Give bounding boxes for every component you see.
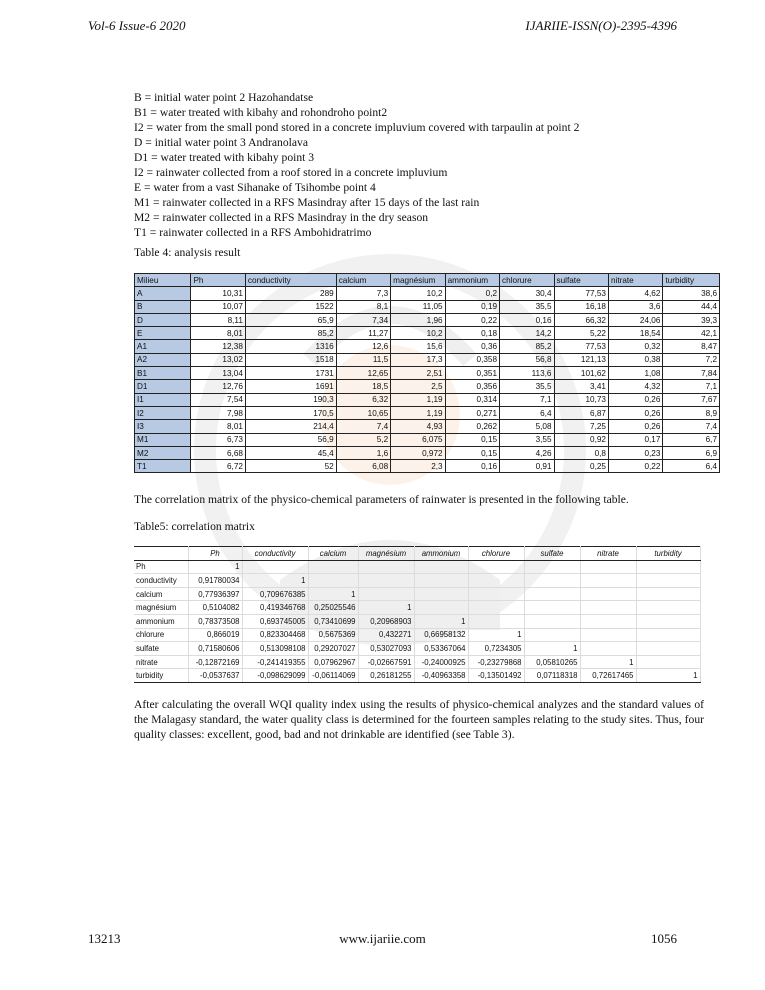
table-row <box>134 601 700 615</box>
table4-header-cell: magnésium <box>391 274 445 287</box>
table-cell: 1,6 <box>336 446 390 459</box>
table-cell: 7,3 <box>336 287 390 300</box>
table-cell: 8,9 <box>663 406 720 419</box>
table-cell: 0,262 <box>445 420 499 433</box>
table-cell: 1 <box>468 628 524 642</box>
table-cell: 0,693745005 <box>242 614 308 628</box>
table-cell <box>580 587 636 601</box>
table-cell: 52 <box>245 460 336 473</box>
table-cell: 6,4 <box>663 460 720 473</box>
row-label: I2 <box>135 406 191 419</box>
table-cell: 14,2 <box>500 327 554 340</box>
row-label: B <box>135 300 191 313</box>
table-cell: 0,16 <box>445 460 499 473</box>
legend-line: M1 = rainwater collected in a RFS Masindray after 15 days of the last rain <box>134 196 480 209</box>
table-cell: 0,16 <box>500 313 554 326</box>
table-cell: 0,78373508 <box>188 614 242 628</box>
table-cell: 0,91780034 <box>188 574 242 588</box>
table4-header-cell: calcium <box>336 274 390 287</box>
table-cell: 39,3 <box>663 313 720 326</box>
row-label: I1 <box>135 393 191 406</box>
table-cell: 5,08 <box>500 420 554 433</box>
table-row <box>135 340 720 353</box>
table-cell: 1 <box>308 587 358 601</box>
table-cell: 45,4 <box>245 446 336 459</box>
row-label: chlorure <box>134 628 188 642</box>
table-cell: 0,26 <box>608 420 662 433</box>
table-cell: 1522 <box>245 300 336 313</box>
table5-header-cell: nitrate <box>580 547 636 561</box>
table-cell: 4,32 <box>608 380 662 393</box>
table-cell: 56,9 <box>245 433 336 446</box>
table-row <box>134 642 700 656</box>
row-label: Ph <box>134 560 188 574</box>
table-cell: 16,18 <box>554 300 608 313</box>
table-cell: -0,24000925 <box>414 655 468 669</box>
table4-caption: Table 4: analysis result <box>134 246 241 259</box>
table-cell: 0,17 <box>608 433 662 446</box>
table-cell: 66,32 <box>554 313 608 326</box>
table5-header-cell: sulfate <box>524 547 580 561</box>
table-cell <box>308 574 358 588</box>
row-label: A <box>135 287 191 300</box>
table-cell <box>308 560 358 574</box>
table4-header-cell: turbidity <box>663 274 720 287</box>
row-label: M1 <box>135 433 191 446</box>
table-cell: 2,5 <box>391 380 445 393</box>
table-cell: 1691 <box>245 380 336 393</box>
table-cell: 0,22 <box>445 313 499 326</box>
table-cell: 0,05810265 <box>524 655 580 669</box>
table-cell: 12,65 <box>336 367 390 380</box>
table-cell: 0,20968903 <box>358 614 414 628</box>
table-cell: 8,01 <box>191 327 245 340</box>
table-row <box>135 367 720 380</box>
table-cell: 0,358 <box>445 353 499 366</box>
table-cell: -0,23279868 <box>468 655 524 669</box>
table-cell: 0,2 <box>445 287 499 300</box>
legend-line: B1 = water treated with kibahy and rohondroho point2 <box>134 106 388 119</box>
legend-line: T1 = rainwater collected in a RFS Ambohidratrimo <box>134 226 372 239</box>
table-cell: 0,22 <box>608 460 662 473</box>
table-row <box>135 393 720 406</box>
table-cell: 12,76 <box>191 380 245 393</box>
table-cell: 0,25025546 <box>308 601 358 615</box>
table-cell <box>524 587 580 601</box>
table-row <box>135 380 720 393</box>
table-cell: 0,5675369 <box>308 628 358 642</box>
table-cell <box>636 574 700 588</box>
table-cell: 35,5 <box>500 300 554 313</box>
table-cell: 6,7 <box>663 433 720 446</box>
table-cell: 12,38 <box>191 340 245 353</box>
row-label: D1 <box>135 380 191 393</box>
table-cell <box>580 601 636 615</box>
correlation-matrix-table <box>134 546 701 683</box>
footer-page-number: 1056 <box>651 931 677 946</box>
row-label: sulfate <box>134 642 188 656</box>
table-cell: 1 <box>242 574 308 588</box>
table-cell: -0,12872169 <box>188 655 242 669</box>
table-cell: 0,25 <box>554 460 608 473</box>
table5-header-row <box>134 547 700 561</box>
table4-header-cell: chlorure <box>500 274 554 287</box>
table4-header-cell: ammonium <box>445 274 499 287</box>
table-cell: 77,53 <box>554 287 608 300</box>
table-cell: 3,6 <box>608 300 662 313</box>
table-cell: 7,84 <box>663 367 720 380</box>
table-cell: 5,22 <box>554 327 608 340</box>
table-cell: 7,4 <box>336 420 390 433</box>
table-cell <box>414 574 468 588</box>
table-row <box>135 353 720 366</box>
row-label: calcium <box>134 587 188 601</box>
legend-line: D = initial water point 3 Andranolava <box>134 136 308 149</box>
analysis-result-table <box>134 273 720 473</box>
table-cell: 0,26 <box>608 393 662 406</box>
table-cell: 0,38 <box>608 353 662 366</box>
table-cell: 0,15 <box>445 446 499 459</box>
table-cell: 6,68 <box>191 446 245 459</box>
table-cell: 13,02 <box>191 353 245 366</box>
table-cell: 0,5104082 <box>188 601 242 615</box>
table-cell: 11,05 <box>391 300 445 313</box>
table-cell <box>524 574 580 588</box>
table-cell: 7,67 <box>663 393 720 406</box>
table-cell <box>358 587 414 601</box>
table-cell: 7,34 <box>336 313 390 326</box>
table-cell: 0,07962967 <box>308 655 358 669</box>
legend-line: M2 = rainwater collected in a RFS Masindray in the dry season <box>134 211 429 224</box>
table-row <box>135 406 720 419</box>
table-cell <box>468 587 524 601</box>
table5-header-cell: magnésium <box>358 547 414 561</box>
table4-header-cell: Ph <box>191 274 245 287</box>
table4-header-cell: nitrate <box>608 274 662 287</box>
row-label: D <box>135 313 191 326</box>
table-cell: 85,2 <box>500 340 554 353</box>
table-cell: 7,1 <box>500 393 554 406</box>
table-cell: 0,432271 <box>358 628 414 642</box>
table-cell: 0,7234305 <box>468 642 524 656</box>
table-row <box>135 420 720 433</box>
header-issn: IJARIIE-ISSN(O)-2395-4396 <box>525 18 677 33</box>
table-cell: 0,419346768 <box>242 601 308 615</box>
table-cell: 1,19 <box>391 406 445 419</box>
table5-header-cell: conductivity <box>242 547 308 561</box>
table-cell: 17,3 <box>391 353 445 366</box>
table-cell: 2,51 <box>391 367 445 380</box>
row-label: nitrate <box>134 655 188 669</box>
table-cell <box>580 642 636 656</box>
table-cell <box>580 574 636 588</box>
legend-line: I2 = rainwater collected from a roof stored in a concrete impluvium <box>134 166 448 179</box>
table-cell: 10,2 <box>391 327 445 340</box>
table-cell: 12,6 <box>336 340 390 353</box>
table-cell: 77,53 <box>554 340 608 353</box>
table-cell: 1 <box>188 560 242 574</box>
row-label: I3 <box>135 420 191 433</box>
table-cell: 0,36 <box>445 340 499 353</box>
table-cell: 0,29207027 <box>308 642 358 656</box>
table-row <box>134 655 700 669</box>
page-footer <box>88 931 677 951</box>
table-cell: 0,513098108 <box>242 642 308 656</box>
table-cell: 10,73 <box>554 393 608 406</box>
row-label: conductivity <box>134 574 188 588</box>
table-cell <box>636 560 700 574</box>
table-cell: 10,31 <box>191 287 245 300</box>
conclusion-paragraph: After calculating the overall WQI quality index using the results of physico-chemical analyzes and the standard values of the Malagasy standard, the water quality class is determined for the fourteen samples relating to the study sites. Thus, four quality classes: excellent, good, bad and not drinkable are identified (see Table 3). <box>134 698 704 741</box>
table-row <box>135 300 720 313</box>
table-cell: 15,6 <box>391 340 445 353</box>
table-cell: 0,91 <box>500 460 554 473</box>
table-cell: 3,55 <box>500 433 554 446</box>
table-cell: 6,075 <box>391 433 445 446</box>
row-label: B1 <box>135 367 191 380</box>
table-cell: 11,5 <box>336 353 390 366</box>
table-cell: -0,241419355 <box>242 655 308 669</box>
table-cell: 30,4 <box>500 287 554 300</box>
table-cell <box>414 587 468 601</box>
table-cell <box>358 560 414 574</box>
table4-header-cell: conductivity <box>245 274 336 287</box>
table-cell: 1,19 <box>391 393 445 406</box>
header-volume: Vol-6 Issue-6 2020 <box>88 18 186 33</box>
table-cell: 0,53027093 <box>358 642 414 656</box>
table-row <box>134 560 700 574</box>
table-cell <box>524 601 580 615</box>
table5-header-cell: calcium <box>308 547 358 561</box>
table-cell: 8,01 <box>191 420 245 433</box>
table-cell <box>414 560 468 574</box>
table-cell: 214,4 <box>245 420 336 433</box>
table-cell: 0,66958132 <box>414 628 468 642</box>
table-cell <box>636 655 700 669</box>
row-label: ammonium <box>134 614 188 628</box>
table-row <box>135 433 720 446</box>
table-row <box>134 587 700 601</box>
table-cell: 0,314 <box>445 393 499 406</box>
table-cell: -0,13501492 <box>468 669 524 683</box>
row-label: A2 <box>135 353 191 366</box>
row-label: A1 <box>135 340 191 353</box>
row-label: T1 <box>135 460 191 473</box>
table-cell: 0,19 <box>445 300 499 313</box>
legend-line: B = initial water point 2 Hazohandatse <box>134 91 314 104</box>
table-cell: 1 <box>524 642 580 656</box>
table5-caption: Table5: correlation matrix <box>134 520 255 533</box>
table-cell: 113,6 <box>500 367 554 380</box>
table5-header-cell: Ph <box>188 547 242 561</box>
table-cell: 0,15 <box>445 433 499 446</box>
table4-header-cell: Milieu <box>135 274 191 287</box>
table-cell: 7,98 <box>191 406 245 419</box>
row-label: M2 <box>135 446 191 459</box>
table-row <box>135 287 720 300</box>
table-cell: 0,07118318 <box>524 669 580 683</box>
sample-legend <box>134 90 694 240</box>
table-cell <box>358 574 414 588</box>
table-cell: 6,73 <box>191 433 245 446</box>
table-cell <box>524 560 580 574</box>
table-cell: 10,2 <box>391 287 445 300</box>
table-cell: 0,26 <box>608 406 662 419</box>
table-cell: 6,9 <box>663 446 720 459</box>
table-cell: 10,07 <box>191 300 245 313</box>
table-cell: 44,4 <box>663 300 720 313</box>
table-cell: 0,77936397 <box>188 587 242 601</box>
table-row <box>135 446 720 459</box>
table-cell <box>636 601 700 615</box>
table-cell: 1,08 <box>608 367 662 380</box>
table-cell <box>636 614 700 628</box>
row-label: E <box>135 327 191 340</box>
table-cell <box>468 601 524 615</box>
table-cell: 0,709676385 <box>242 587 308 601</box>
footer-website: www.ijariie.com <box>339 931 426 946</box>
table5-header-cell: turbidity <box>636 547 700 561</box>
table-cell <box>242 560 308 574</box>
table4-header-row <box>135 274 720 287</box>
table-cell: 11,27 <box>336 327 390 340</box>
table-cell <box>468 614 524 628</box>
table-cell: 56,8 <box>500 353 554 366</box>
table-cell <box>524 628 580 642</box>
table-cell: 1 <box>414 614 468 628</box>
table-cell: 121,13 <box>554 353 608 366</box>
table4-header-cell: sulfate <box>554 274 608 287</box>
table5-header-cell: ammonium <box>414 547 468 561</box>
table-cell: 4,62 <box>608 287 662 300</box>
table-cell: 42,1 <box>663 327 720 340</box>
table-cell: 1 <box>358 601 414 615</box>
table-cell: 3,41 <box>554 380 608 393</box>
legend-line: D1 = water treated with kibahy point 3 <box>134 151 315 164</box>
table-row <box>134 669 700 683</box>
table-cell: 13,04 <box>191 367 245 380</box>
table-cell: 0,71580606 <box>188 642 242 656</box>
table-cell: 2,3 <box>391 460 445 473</box>
table-cell: 8,11 <box>191 313 245 326</box>
table-cell: 4,26 <box>500 446 554 459</box>
table-row <box>135 460 720 473</box>
table-cell: 170,5 <box>245 406 336 419</box>
correlation-intro-text: The correlation matrix of the physico-chemical parameters of rainwater is presented in the following table. <box>134 493 629 506</box>
table-row <box>135 313 720 326</box>
table-cell: 8,47 <box>663 340 720 353</box>
table-cell: 6,87 <box>554 406 608 419</box>
table-cell: 7,54 <box>191 393 245 406</box>
table-cell: 0,8 <box>554 446 608 459</box>
table-cell: 7,1 <box>663 380 720 393</box>
table-cell: -0,098629099 <box>242 669 308 683</box>
table-cell: 1316 <box>245 340 336 353</box>
table-cell: 0,32 <box>608 340 662 353</box>
table-cell: 18,5 <box>336 380 390 393</box>
table-cell: 0,351 <box>445 367 499 380</box>
table-cell: 1,96 <box>391 313 445 326</box>
table-cell: 289 <box>245 287 336 300</box>
table-cell <box>468 574 524 588</box>
table-row <box>134 628 700 642</box>
table5-header-cell <box>134 547 188 561</box>
table-cell: 0,972 <box>391 446 445 459</box>
table-cell: 38,6 <box>663 287 720 300</box>
table-cell <box>580 628 636 642</box>
table-cell: 0,53367064 <box>414 642 468 656</box>
table-cell: -0,02667591 <box>358 655 414 669</box>
table-row <box>135 327 720 340</box>
table-cell: 0,271 <box>445 406 499 419</box>
table-row <box>134 614 700 628</box>
table-cell: 0,823304468 <box>242 628 308 642</box>
table-cell: 18,54 <box>608 327 662 340</box>
page-header <box>88 18 677 38</box>
table-cell: 0,72617465 <box>580 669 636 683</box>
table-cell <box>414 601 468 615</box>
table-cell: 35,5 <box>500 380 554 393</box>
table-cell: 0,866019 <box>188 628 242 642</box>
row-label: turbidity <box>134 669 188 683</box>
legend-line: I2 = water from the small pond stored in a concrete impluvium covered with tarpaulin at point 2 <box>134 121 580 134</box>
table-cell: 5,2 <box>336 433 390 446</box>
table-cell: 6,32 <box>336 393 390 406</box>
table-cell <box>636 628 700 642</box>
table-cell <box>580 614 636 628</box>
table-cell: 101,62 <box>554 367 608 380</box>
table-cell: 1731 <box>245 367 336 380</box>
table-cell: 0,18 <box>445 327 499 340</box>
table5-header-cell: chlorure <box>468 547 524 561</box>
table-cell: 24,06 <box>608 313 662 326</box>
table-cell: 10,65 <box>336 406 390 419</box>
table-cell <box>580 560 636 574</box>
table-cell: 1 <box>580 655 636 669</box>
table-cell: -0,0537637 <box>188 669 242 683</box>
row-label: magnésium <box>134 601 188 615</box>
table-cell: 8,1 <box>336 300 390 313</box>
footer-paper-id: 13213 <box>88 931 121 946</box>
table-cell <box>524 614 580 628</box>
table-cell: 0,356 <box>445 380 499 393</box>
table-cell: 85,2 <box>245 327 336 340</box>
table-cell <box>636 587 700 601</box>
table-cell: 0,26181255 <box>358 669 414 683</box>
table-cell <box>636 642 700 656</box>
table-cell: 1518 <box>245 353 336 366</box>
table-cell: 6,08 <box>336 460 390 473</box>
table-cell: 6,4 <box>500 406 554 419</box>
table-cell: 7,2 <box>663 353 720 366</box>
table-cell <box>468 560 524 574</box>
table-cell: 0,23 <box>608 446 662 459</box>
table-cell: 190,3 <box>245 393 336 406</box>
table-cell: 65,9 <box>245 313 336 326</box>
table-cell: -0,40963358 <box>414 669 468 683</box>
table-cell: 7,4 <box>663 420 720 433</box>
table-cell: 7,25 <box>554 420 608 433</box>
table-cell: 4,93 <box>391 420 445 433</box>
table-row <box>134 574 700 588</box>
table-cell: -0,06114069 <box>308 669 358 683</box>
legend-line: E = water from a vast Sihanake of Tsihombe point 4 <box>134 181 376 194</box>
table-cell: 6,72 <box>191 460 245 473</box>
table-cell: 1 <box>636 669 700 683</box>
table-cell: 0,92 <box>554 433 608 446</box>
table-cell: 0,73410699 <box>308 614 358 628</box>
